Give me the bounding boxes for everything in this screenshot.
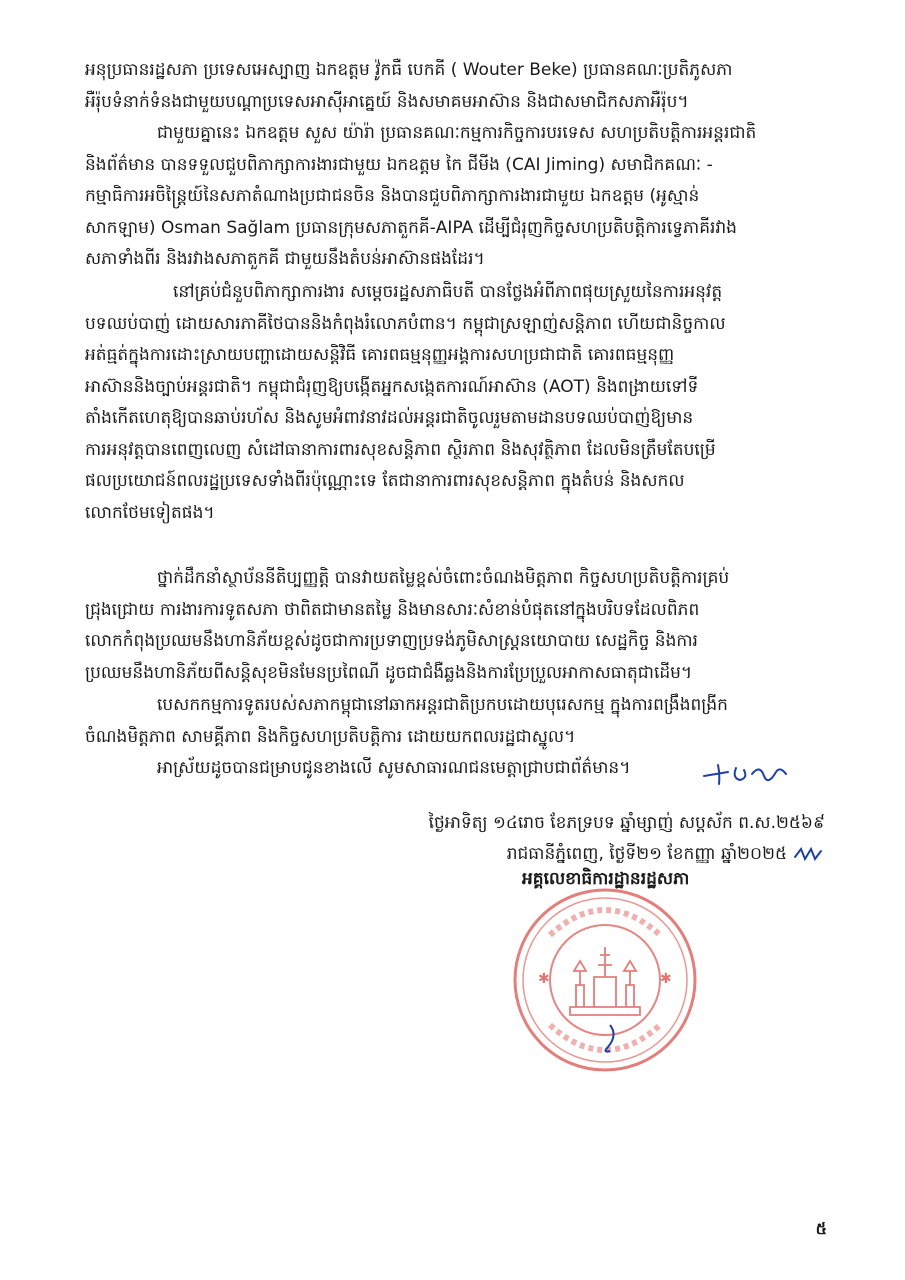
paragraph-line: អនុប្រធានរដ្ឋសភា ប្រទេសអេស្បាញ ឯកឧត្តម វ៉ូកធឺ បេកគី ( Wouter Beke) ប្រធានគណៈប្រតិភូសភា [85, 60, 733, 80]
paragraph-5 [85, 690, 825, 753]
paragraph-line: អឺរ៉ុបទំនាក់ទំនងជាមួយបណ្តាប្រទេសអាស៊ីអាគ្នេយ៍ និងសមាគមអាស៊ាន និងជាសមាជិកសភាអឺរ៉ុប។ [85, 91, 689, 112]
signatory-title: អគ្គលេខាធិការដ្ឋានរដ្ឋសភា [522, 869, 690, 889]
paragraph-line: តាំងកើតហេតុឱ្យបានឆាប់រហ័ស និងសូមអំពាវនាវដល់អន្តរជាតិចូលរួមតាមដានបទឈប់បាញ់ឱ្យមាន [85, 408, 694, 428]
paragraph-line: ប្រឈមនឹងហានិភ័យពីសន្តិសុខមិនមែនប្រពៃណី ដូចជាជំងឺឆ្លងនិងការប្រែប្រួលអាកាសធាតុជាដើម។ [85, 662, 693, 683]
paragraph-line: បេសកកម្មការទូតរបស់សភាកម្ពុជានៅឆាកអន្តរជាតិប្រកបដោយបុរេសកម្ម ក្នុងការពង្រឹងពង្រីក [157, 695, 728, 715]
paragraph-line: អាស៊ាននិងច្បាប់អន្តរជាតិ។ កម្ពុជាជំរុញឱ្យបង្កើតអ្នកសង្កេតការណ៍អាស៊ាន (AOT) និងពង្រាយទៅទី [85, 376, 699, 397]
paragraph-line: សភាទាំងពីរ និងរវាងសភាតួកគី ជាមួយនឹងតំបន់អាស៊ានផងដែរ។ [85, 249, 485, 269]
date-lunar: ថ្ងៃអាទិត្យ ១៤រោច ខែភទ្របទ ឆ្នាំម្សាញ់ សប្តស័ក ព.ស.២៥៦៩ [428, 813, 825, 833]
paragraph-line: ថ្នាក់ដឹកនាំស្ថាប័ននីតិប្បញ្ញត្តិ បានវាយតម្លៃខ្ពស់ចំពោះចំណងមិត្តភាព កិច្ចសហប្រតិបត្តិការគ្រប់ [157, 568, 730, 588]
paragraph-1 [85, 55, 825, 118]
paragraph-line: នៅគ្រប់ជំនួបពិភាក្សាការងារ សម្តេចរដ្ឋសភាធិបតី បានថ្លែងអំពីភាពផុយស្រួយនៃការអនុវត្ត [173, 282, 723, 302]
paragraph-line: និងព័ត៌មាន បានទទួលជួបពិភាក្សាការងារជាមួយ ឯកឧត្តម កៃ ជីមីង (CAI Jiming) សមាជិកគណៈ - [85, 154, 713, 175]
official-seal [510, 885, 700, 1075]
paragraph-line: បទឈប់បាញ់ ដោយសារភាគីថៃបាននិងកំពុងរំលោភបំពាន។ កម្ពុជាស្រឡាញ់សន្តិភាព ហើយជានិច្ចកាល [85, 313, 726, 334]
paragraph-line: សាកឡាម) Osman Sağlam ប្រធានក្រុមសភាតួកគី-AIPA ដើម្បីជំរុញកិច្ចសហប្រតិបត្តិការទ្វេភាគីរវាង [85, 217, 737, 238]
paragraph-line: ជាមួយគ្នានេះ ឯកឧត្តម សួស យ៉ារ៉ា ប្រធានគណៈកម្មការកិច្ចការបរទេស សហប្រតិបត្តិការអន្តរជាតិ [157, 123, 757, 143]
handwritten-initials [793, 845, 823, 865]
paragraph-line: លោកកំពុងប្រឈមនឹងហានិភ័យខ្ពស់ដូចជាការប្រទាញប្រទង់ភូមិសាស្ត្រនយោបាយ សេដ្ឋកិច្ច និងការ [85, 631, 698, 651]
paragraph-3 [85, 277, 825, 529]
handwritten-initials [700, 760, 805, 788]
paragraph-line: ផលប្រយោជន៍ពលរដ្ឋប្រទេសទាំងពីរប៉ុណ្ណោះទេ តែជានាការពារសុខសន្តិភាព ក្នុងតំបន់ និងសកល [85, 471, 685, 491]
paragraph-line: ជ្រុងជ្រោយ ការងារការទូតសភា ថាពិតជាមានតម្លៃ និងមានសារៈសំខាន់បំផុតនៅក្នុងបរិបទដែលពិភព [85, 599, 700, 620]
paragraph-4 [85, 563, 825, 689]
paragraph-line: អត់ធ្មត់ក្នុងការដោះស្រាយបញ្ហាដោយសន្តិវិធី គោរពធម្មនុញ្ញអង្គការសហប្រជាជាតិ គោរពធម្មនុញ្ញ [85, 345, 675, 365]
paragraph-2 [85, 118, 825, 276]
svg-text:✱: ✱ [660, 971, 672, 987]
paragraph-line: កម្មាធិការអចិន្ត្រៃយ៍នៃសភាតំណាងប្រជាជនចិន និងបានជួបពិភាក្សាការងារជាមួយ ឯកឧត្តម (អូស្មាន់ [85, 186, 700, 206]
svg-text:✱: ✱ [538, 971, 550, 987]
paragraph-line: ចំណងមិត្តភាព សាមគ្គីភាព និងកិច្ចសហប្រតិបត្តិការ ដោយយកពលរដ្ឋជាស្នូល។ [85, 726, 576, 747]
paragraph-line: ការអនុវត្តបានពេញលេញ សំដៅធានាការពារសុខសន្តិភាព ស្ថិរភាព និងសុវត្ថិភាព ដែលមិនត្រឹមតែបម្រើ [85, 439, 716, 460]
page-number: ៥ [815, 1219, 827, 1238]
paragraph-line: អាស្រ័យដូចបានជម្រាបជូនខាងលើ សូមសាធារណជនមេត្តាជ្រាបជាព័ត៌មាន។ [157, 758, 631, 778]
paragraph-line: លោកថែមទៀតផង។ [85, 502, 215, 523]
date-solar: រាជធានីភ្នំពេញ, ថ្ងៃទី២១ ខែកញ្ញា ឆ្នាំ២០២៥ [506, 844, 787, 864]
